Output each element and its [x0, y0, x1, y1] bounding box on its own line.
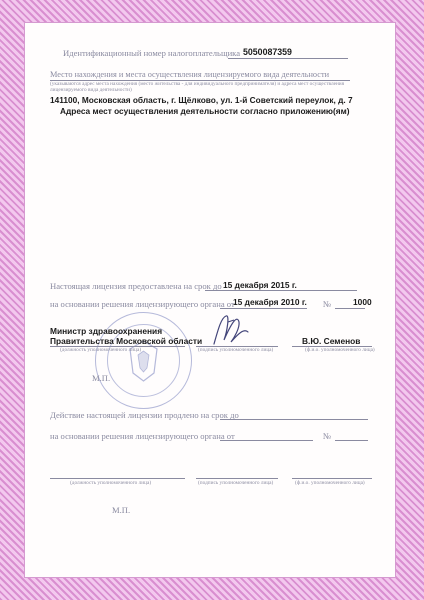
- signatory-position-line2: Правительства Московской области: [50, 336, 203, 346]
- extension-basis-date-underline: [220, 440, 313, 441]
- term-underline: [205, 290, 357, 291]
- location-label: Место нахождения и места осуществления лицензируемого вида деятельности: [50, 70, 330, 79]
- handwritten-signature: [206, 310, 254, 350]
- extension-label: Действие настоящей лицензии продлено на срок до: [50, 410, 239, 420]
- extension-stamp-place-mark: М.П.: [112, 505, 131, 515]
- inn-underline: [228, 58, 348, 59]
- caption-position: (должность уполномоченного лица): [60, 347, 142, 353]
- location-address: 141100, Московская область, г. Щёлково, ул. 1-й Советский переулок, д. 7: [50, 95, 353, 105]
- stamp-place-mark: М.П.: [92, 373, 111, 383]
- term-label: Настоящая лицензия предоставлена на срок до: [50, 281, 222, 291]
- extension-name-underline: [292, 478, 372, 479]
- location-address-note: Адреса мест осуществления деятельности согласно приложению(ям): [60, 106, 350, 116]
- extension-number-underline: [335, 440, 368, 441]
- extension-basis-label: на основании решения лицензирующего органа от: [50, 431, 235, 441]
- basis-number-sign: №: [323, 299, 332, 309]
- signatory-position-line1: Министр здравоохранения: [50, 326, 163, 336]
- caption-signature: (подпись уполномоченного лица): [198, 347, 274, 353]
- basis-label: на основании решения лицензирующего органа от: [50, 299, 235, 309]
- caption-name: (ф.и.о. уполномоченного лица): [305, 347, 375, 353]
- basis-number-underline: [335, 308, 365, 309]
- extension-caption-name: (ф.и.о. уполномоченного лица): [295, 480, 365, 486]
- extension-underline: [220, 419, 368, 420]
- extension-position-underline: [50, 478, 185, 479]
- extension-number-sign: №: [323, 431, 332, 441]
- basis-date: 15 декабря 2010 г.: [233, 297, 307, 307]
- signatory-name: В.Ю. Семенов: [302, 336, 361, 346]
- inn-label: Идентификационный номер налогоплательщика: [63, 48, 241, 58]
- location-hint: (указываются адрес места нахождения (место жительства - для индивидуального предпринимателя) и адреса мест осуществления лицензируемого вида деятельности): [50, 81, 345, 93]
- extension-signature-underline: [196, 478, 278, 479]
- basis-number: 1000: [353, 297, 372, 307]
- extension-caption-signature: (подпись уполномоченного лица): [198, 480, 274, 486]
- term-until: 15 декабря 2015 г.: [223, 280, 297, 290]
- inn-value: 5050087359: [243, 47, 292, 57]
- basis-date-underline: [220, 308, 307, 309]
- extension-caption-position: (должность уполномоченного лица): [70, 480, 152, 486]
